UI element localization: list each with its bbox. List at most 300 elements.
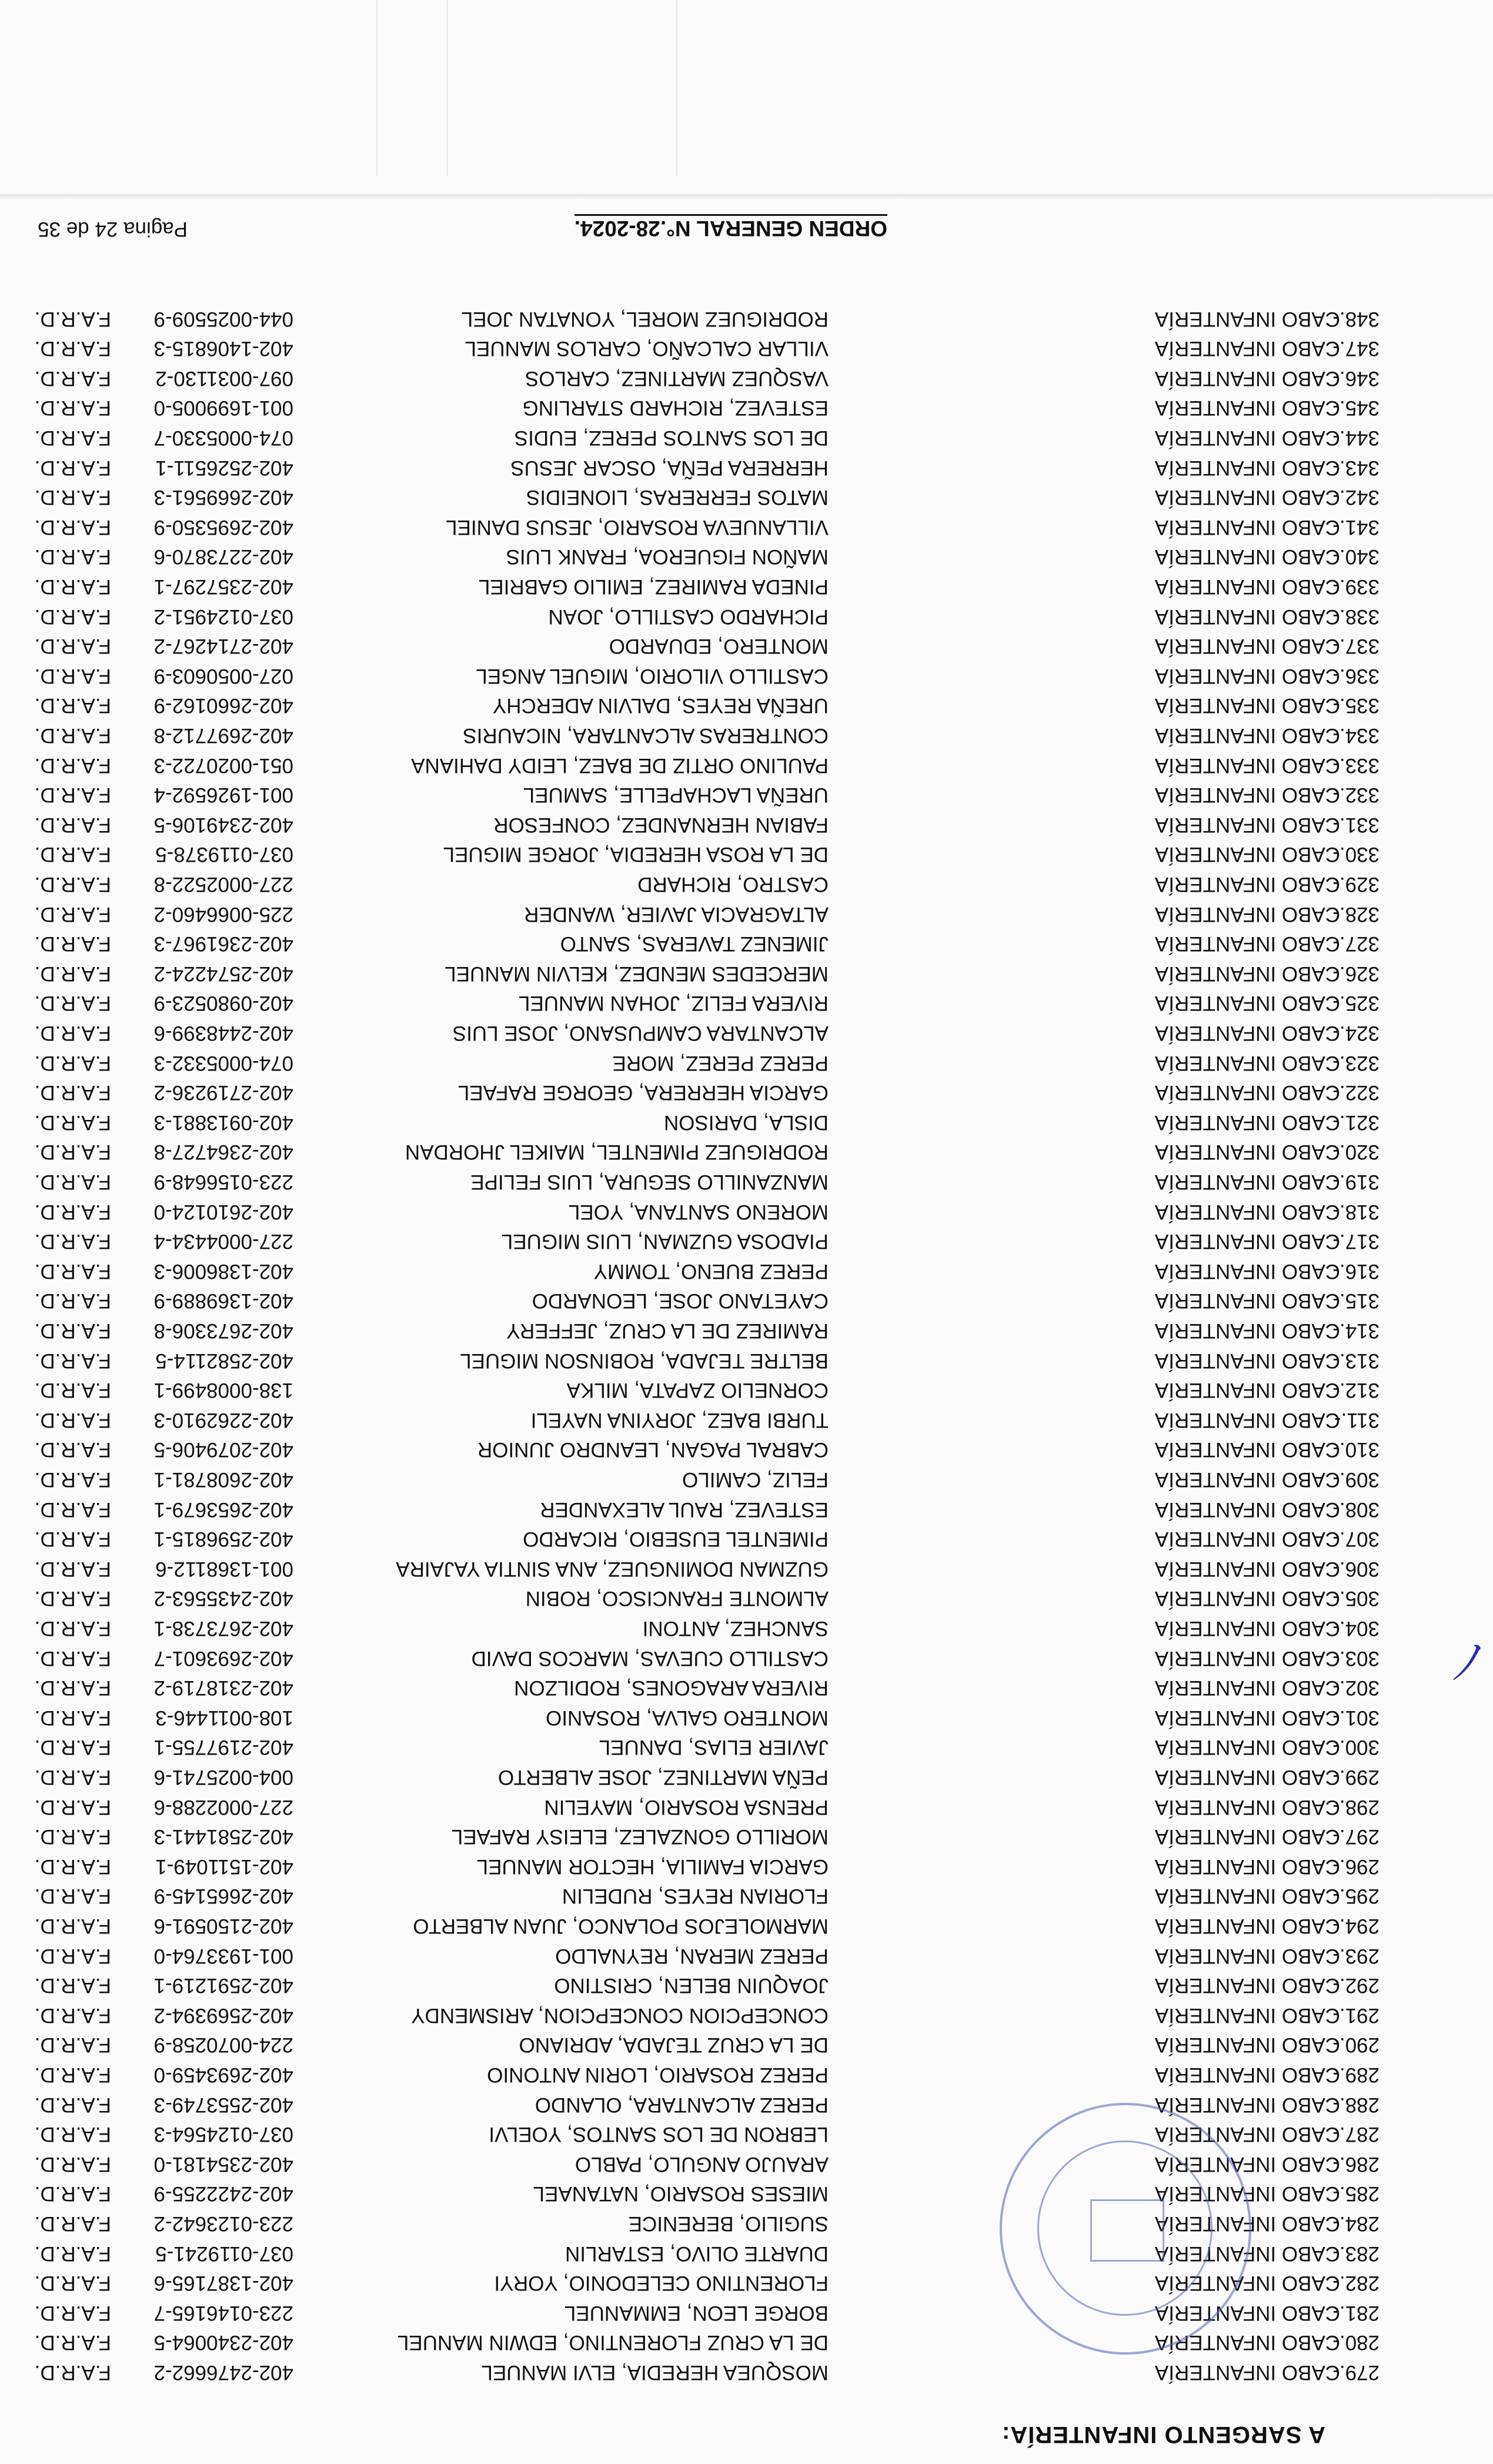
person-name: BELTRE TEJADA, ROBINSON MIGUEL [460,1349,829,1372]
item-number: 335.- [1332,694,1380,718]
unit-label: F.A.R.D. [34,1081,111,1105]
list-item [0,2029,1493,2060]
id-number: 402-2357297-1 [153,575,293,598]
list-item [0,1732,1493,1762]
person-name: CAYETANO JOSE, LEONARDO [532,1289,829,1313]
id-number: 402-2340064-5 [153,2331,293,2355]
item-number: 304.- [1332,1617,1380,1640]
unit-label: F.A.R.D. [34,813,111,836]
item-number: 307.- [1332,1528,1380,1551]
id-number: 037-0119378-5 [155,843,293,866]
item-number: 287.- [1332,2123,1380,2146]
id-number: 402-1406815-3 [153,337,293,361]
rank-label: CABO INFANTERÍA [1154,1974,1340,1998]
item-number: 326.- [1332,962,1380,985]
person-name: GARCIA HERRERA, GEORGE RAFAEL [457,1081,829,1105]
list-item [0,2178,1493,2209]
unit-label: F.A.R.D. [34,2152,111,2176]
item-number: 282.- [1332,2272,1380,2295]
item-number: 281.- [1332,2301,1380,2325]
rank-label: CABO INFANTERÍA [1154,1022,1340,1045]
list-item [0,363,1493,394]
person-name: MIESES ROSARIO, NATANAEL [533,2182,829,2206]
rank-label: CABO INFANTERÍA [1154,1676,1340,1700]
list-item [0,1643,1493,1673]
rank-label: CABO INFANTERÍA [1154,2182,1340,2206]
list-item [0,482,1493,512]
list-item [0,750,1493,781]
rank-label: CABO INFANTERÍA [1154,1825,1340,1849]
id-number: 402-2435563-2 [153,1587,293,1611]
item-number: 343.- [1332,456,1380,479]
rank-label: CABO INFANTERÍA [1154,1379,1340,1402]
person-name: FLORENTINO CELEDONIO, YORYI [494,2272,829,2295]
rank-label: CABO INFANTERÍA [1154,1944,1340,1968]
unit-label: F.A.R.D. [34,515,111,539]
unit-label: F.A.R.D. [34,1795,111,1819]
person-name: VILLAR CALCAÑO, CARLOS MANUEL [465,337,829,361]
unit-label: F.A.R.D. [34,1230,111,1253]
rank-label: CABO INFANTERÍA [1154,1468,1340,1491]
person-name: MERCEDES MENDEZ, KELVIN MANUEL [445,962,829,985]
list-item [0,601,1493,632]
unit-label: F.A.R.D. [34,1438,111,1462]
rank-label: CABO INFANTERÍA [1154,635,1340,658]
item-number: 330.- [1332,843,1380,866]
id-number: 225-0066460-2 [153,902,293,926]
rank-label: CABO INFANTERÍA [1154,605,1340,628]
rank-label: CABO INFANTERÍA [1154,1706,1340,1729]
id-number: 037-0119241-5 [155,2242,293,2265]
rank-label: CABO INFANTERÍA [1154,1766,1340,1789]
rank-label: CABO INFANTERÍA [1154,813,1340,836]
person-name: CASTILLO VILORIO, MIGUEL ANGEL [476,664,829,688]
id-number: 402-2669561-3 [153,486,293,509]
rank-label: CABO INFANTERÍA [1154,724,1340,747]
list-item [0,661,1493,691]
unit-label: F.A.R.D. [34,2272,111,2295]
unit-label: F.A.R.D. [34,1259,111,1283]
person-name: ESTEVEZ, RAUL ALEXANDER [540,1498,829,1521]
id-number: 402-2526511-1 [155,456,293,479]
unit-label: F.A.R.D. [34,1646,111,1670]
person-name: MONTERO, EDUARDO [609,635,829,658]
item-number: 314.- [1332,1319,1380,1342]
rank-label: CABO INFANTERÍA [1154,1438,1340,1462]
person-name: CABRAL PAGAN, LEANDRO JUNIOR [477,1438,829,1462]
list-item [0,1553,1493,1584]
rank-label: CABO INFANTERÍA [1154,1498,1340,1521]
list-item [0,928,1493,959]
id-number: 402-2553749-3 [153,2093,293,2116]
unit-label: F.A.R.D. [34,396,111,420]
rank-label: CABO INFANTERÍA [1154,664,1340,688]
id-number: 402-2150591-6 [153,1915,293,1938]
id-number: 074-0005332-3 [153,1051,293,1075]
person-name: UREÑA LACHAPELLE, SAMUEL [523,783,829,807]
id-number: 402-2608781-1 [153,1468,293,1491]
item-number: 318.- [1332,1200,1380,1223]
unit-label: F.A.R.D. [34,1736,111,1759]
person-name: DE LA CRUZ TEJADA, ADRIANO [519,2033,829,2057]
id-number: 402-2665145-9 [153,1885,293,1908]
list-item [0,2119,1493,2149]
unit-label: F.A.R.D. [34,1617,111,1640]
rank-label: CABO INFANTERÍA [1154,2361,1340,2384]
id-number: 402-2660162-9 [153,694,293,718]
person-name: DUARTE OLIVO, ESTARLIN [565,2242,829,2265]
item-number: 306.- [1332,1557,1380,1581]
list-item [0,1523,1493,1554]
list-item [0,869,1493,899]
unit-label: F.A.R.D. [34,545,111,569]
unit-label: F.A.R.D. [34,2331,111,2355]
id-number: 402-2582114-5 [155,1349,293,1372]
person-name: PEREZ MERAN, REYNALDO [555,1944,829,1968]
person-name: DISLA, DARISON [663,1111,829,1134]
item-number: 303.- [1332,1646,1380,1670]
person-name: PINEDA RAMIREZ, EMILIO GABRIEL [478,575,829,598]
id-number: 402-2693459-0 [153,2063,293,2086]
rank-label: CABO INFANTERÍA [1154,1795,1340,1819]
list-item [0,422,1493,453]
unit-label: F.A.R.D. [34,2361,111,2384]
item-number: 339.- [1332,575,1380,598]
rank-label: CABO INFANTERÍA [1154,396,1340,420]
person-name: FABIAN HERNANDEZ, CONFESOR [493,813,829,836]
list-item [0,2208,1493,2239]
list-item [0,1702,1493,1733]
person-name: MANZANILLO SEGURA, LUIS FELIPE [470,1171,829,1193]
person-name: MONTERO GALVA, ROSANIO [546,1706,829,1729]
list-item [0,899,1493,929]
person-name: DE LA CRUZ FLORENTINO, EDWIN MANUEL [397,2331,829,2355]
item-number: 299.- [1332,1766,1380,1789]
item-number: 332.- [1332,783,1380,807]
unit-label: F.A.R.D. [34,1766,111,1789]
unit-label: F.A.R.D. [34,337,111,361]
person-name: GUZMAN DOMINGUEZ, ANA SINTIA YAJAIRA [396,1557,829,1581]
item-number: 311.- [1334,1408,1380,1432]
item-number: 315.- [1332,1289,1380,1313]
list-item [0,1315,1493,1346]
person-name: PIADOSA GUZMAN, LUIS MIGUEL [501,1230,829,1253]
unit-label: F.A.R.D. [34,2242,111,2265]
unit-label: F.A.R.D. [34,635,111,658]
list-item [0,720,1493,751]
person-name: VASQUEZ MARTINEZ, CARLOS [525,366,829,390]
id-number: 223-0156648-9 [153,1171,293,1193]
rank-label: CABO INFANTERÍA [1154,1319,1340,1342]
person-name: DE LA ROSA HEREDIA, JORGE MIGUEL [443,843,829,866]
official-seal [1000,2103,1251,2355]
person-name: PIMENTEL EUSEBIO, RICARDO [523,1528,829,1551]
person-name: PEREZ ALCANTARA, OLANDO [535,2093,829,2116]
item-number: 342.- [1332,486,1380,509]
item-number: 322.- [1332,1081,1380,1105]
id-number: 402-2673738-1 [153,1617,293,1640]
id-number: 402-2476662-2 [153,2361,293,2384]
unit-label: F.A.R.D. [34,873,111,896]
item-number: 341.- [1332,515,1380,539]
id-number: 402-0913881-3 [153,1111,293,1134]
list-item [0,1792,1493,1822]
id-number: 402-2697712-8 [153,724,293,747]
id-number: 402-2354181-0 [153,2152,293,2176]
person-name: RODRIGUEZ MOREL, YONATAN JOEL [461,307,829,331]
item-number: 290.- [1332,2033,1380,2057]
unit-label: F.A.R.D. [34,1171,111,1193]
person-name: JAVIER ELIAS, DANUEL [599,1736,829,1759]
unit-label: F.A.R.D. [34,486,111,509]
list-item [0,1048,1493,1078]
item-number: 298.- [1332,1795,1380,1819]
id-number: 051-0020722-3 [153,753,293,777]
item-number: 286.- [1332,2152,1380,2176]
list-item [0,1880,1493,1911]
list-item [0,1405,1493,1435]
unit-label: F.A.R.D. [34,366,111,390]
item-number: 344.- [1332,426,1380,449]
unit-label: F.A.R.D. [34,575,111,598]
rank-label: CABO INFANTERÍA [1154,2063,1340,2086]
rank-label: CABO INFANTERÍA [1154,992,1340,1015]
id-number: 227-0004434-4 [153,1230,293,1253]
item-number: 293.- [1332,1944,1380,1968]
list-item [0,2357,1493,2388]
person-name: HERRERA PEÑA, OSCAR JESUS [510,456,829,479]
list-item [0,631,1493,661]
unit-label: F.A.R.D. [34,724,111,747]
list-item [0,571,1493,602]
list-item [0,1226,1493,1256]
unit-label: F.A.R.D. [34,605,111,628]
list-item [0,512,1493,542]
id-number: 402-2273870-6 [153,545,293,569]
person-name: MORENO SANTANA, YOEL [568,1200,829,1223]
id-number: 138-0008499-1 [153,1379,293,1402]
id-number: 074-0005330-7 [153,426,293,449]
rank-label: CABO INFANTERÍA [1154,1171,1340,1193]
id-number: 402-2569394-2 [153,2003,293,2027]
list-item [0,779,1493,810]
item-number: 297.- [1332,1825,1380,1849]
id-number: 402-2364727-8 [153,1141,293,1164]
person-name: PRENSA ROSARIO, MAYELIN [544,1795,829,1819]
list-item [0,1345,1493,1376]
unit-label: F.A.R.D. [34,1944,111,1968]
person-name: ALMONTE FRANCISCO, ROBIN [525,1587,829,1611]
item-number: 301.- [1332,1706,1380,1729]
rank-label: CABO INFANTERÍA [1154,2033,1340,2057]
rank-label: CABO INFANTERÍA [1154,843,1340,866]
person-name: ALTAGRACIA JAVIER, WANDER [524,902,829,926]
id-number: 108-0011446-3 [155,1706,293,1729]
item-number: 348.- [1332,307,1380,331]
id-number: 402-2714267-2 [153,635,293,658]
list-item [0,988,1493,1018]
rank-label: CABO INFANTERÍA [1154,426,1340,449]
unit-label: F.A.R.D. [34,664,111,688]
unit-label: F.A.R.D. [34,1022,111,1045]
item-number: 316.- [1332,1259,1380,1283]
id-number: 001-1926592-4 [153,783,293,807]
person-name: CASTRO, RICHARD [637,873,829,896]
person-name: MAÑON FIGUEROA, FRANK LUIS [506,545,829,569]
person-name: PEÑA MARTINEZ, JOSE ALBERTO [497,1766,829,1789]
item-number: 346.- [1332,366,1380,390]
order-title: ORDEN GENERAL N°.28-2024. [575,214,887,241]
rank-label: CABO INFANTERÍA [1154,1587,1340,1611]
unit-label: F.A.R.D. [34,843,111,866]
id-number: 402-2079406-5 [153,1438,293,1462]
list-item [0,1821,1493,1852]
rank-label: CABO INFANTERÍA [1154,753,1340,777]
rank-label: CABO INFANTERÍA [1154,962,1340,985]
id-number: 402-1369889-9 [153,1289,293,1313]
unit-label: F.A.R.D. [34,1111,111,1134]
list-item [0,1762,1493,1792]
rank-label: CABO INFANTERÍA [1154,873,1340,896]
rank-label: CABO INFANTERÍA [1154,1111,1340,1134]
id-number: 402-2361967-3 [153,932,293,956]
list-item [0,2059,1493,2090]
list-item [0,304,1493,334]
person-name: MOSQUEA HEREDIA, ELVI MANUEL [481,2361,829,2384]
id-number: 037-0124564-3 [153,2123,293,2146]
rank-label: CABO INFANTERÍA [1154,1349,1340,1372]
id-number: 402-2349106-5 [153,813,293,836]
rank-label: CABO INFANTERÍA [1154,2123,1340,2146]
person-name: CONTRERAS ALCANTARA, NICAURIS [463,724,829,747]
item-number: 336.- [1332,664,1380,688]
item-number: 292.- [1332,1974,1380,1998]
item-number: 313.- [1332,1349,1380,1372]
unit-label: F.A.R.D. [34,456,111,479]
person-name: MARMOLEJOS POLANCO, JUAN ALBERTO [413,1915,829,1938]
item-number: 325.- [1332,992,1380,1015]
id-number: 402-2574224-2 [153,962,293,985]
id-number: 001-1933764-0 [153,1944,293,1968]
person-name: FELIZ, CAMILO [682,1468,829,1491]
unit-label: F.A.R.D. [34,2003,111,2027]
unit-label: F.A.R.D. [34,307,111,331]
rank-label: CABO INFANTERÍA [1154,2301,1340,2325]
item-number: 296.- [1332,1855,1380,1878]
id-number: 223-0123642-2 [153,2212,293,2235]
rank-label: CABO INFANTERÍA [1154,783,1340,807]
handwritten-mark: ﾉ [1452,1636,1476,1689]
unit-label: F.A.R.D. [34,1557,111,1581]
item-number: 295.- [1332,1885,1380,1908]
item-number: 312.- [1332,1379,1380,1402]
item-number: 305.- [1332,1587,1380,1611]
list-item [0,2000,1493,2030]
person-name: RAMIREZ DE LA CRUZ, JEFFERY [506,1319,829,1342]
id-number: 402-2581441-3 [153,1825,293,1849]
person-name: FLORIAN REYES, RUDELIN [562,1885,829,1908]
person-name: TURBI BAEZ, JORYINA NAYELI [530,1408,829,1432]
item-number: 294.- [1332,1915,1380,1938]
list-item [0,1583,1493,1613]
rank-label: CABO INFANTERÍA [1154,1855,1340,1878]
rank-label: CABO INFANTERÍA [1154,1051,1340,1075]
item-number: 323.- [1332,1051,1380,1075]
id-number: 402-2673306-8 [153,1319,293,1342]
person-name: VILLANUEVA ROSARIO, JESUS DANIEL [446,515,829,539]
id-number: 402-2610124-0 [153,1200,293,1223]
unit-label: F.A.R.D. [34,2301,111,2325]
unit-label: F.A.R.D. [34,902,111,926]
person-name: JIMENEZ TAVERAS, SANTO [560,932,829,956]
item-number: 345.- [1332,396,1380,420]
rank-label: CABO INFANTERÍA [1154,1230,1340,1253]
rank-label: CABO INFANTERÍA [1154,1646,1340,1670]
item-number: 331.- [1332,813,1380,836]
list-item [0,1018,1493,1048]
person-name: RIVERA ARAGONES, RODILZON [514,1676,829,1700]
unit-label: F.A.R.D. [34,1468,111,1491]
unit-label: F.A.R.D. [34,1379,111,1402]
id-number: 037-0124951-2 [153,605,293,628]
person-name: BORGE LEON, EMMANUEL [564,2301,829,2325]
rank-label: CABO INFANTERÍA [1154,1408,1340,1432]
rank-label: CABO INFANTERÍA [1154,456,1340,479]
unit-label: F.A.R.D. [34,992,111,1015]
id-number: 402-2422255-9 [153,2182,293,2206]
rank-label: CABO INFANTERÍA [1154,1289,1340,1313]
id-number: 027-0050603-9 [153,664,293,688]
item-number: 324.- [1332,1022,1380,1045]
unit-label: F.A.R.D. [34,962,111,985]
list-item [0,1851,1493,1882]
unit-label: F.A.R.D. [34,1141,111,1164]
person-name: SUGILIO, BERENICE [628,2212,829,2235]
list-item [0,1970,1493,2000]
page-footer [0,194,1493,241]
item-number: 319.- [1332,1171,1380,1193]
list-item [0,690,1493,721]
item-number: 327.- [1332,932,1380,956]
section-title: A SARGENTO INFANTERÍA: [1001,2422,1325,2448]
rank-label: CABO INFANTERÍA [1154,2003,1340,2027]
rank-label: CABO INFANTERÍA [1154,337,1340,361]
rank-label: CABO INFANTERÍA [1154,1915,1340,1938]
list-item [0,1107,1493,1138]
item-number: 317.- [1332,1230,1380,1253]
list-item [0,1940,1493,1971]
rank-label: CABO INFANTERÍA [1154,2152,1340,2176]
item-number: 283.- [1332,2242,1380,2265]
person-name: MATOS FERRERAS, LIONEIDIS [526,486,829,509]
list-item [0,2298,1493,2328]
list-item [0,1464,1493,1495]
list-item [0,958,1493,989]
person-name: ARAUJO ANGULO, PABLO [575,2152,829,2176]
rank-label: CABO INFANTERÍA [1154,307,1340,331]
seal-emblem [1090,2199,1164,2262]
unit-label: F.A.R.D. [34,932,111,956]
rank-label: CABO INFANTERÍA [1154,486,1340,509]
rank-label: CABO INFANTERÍA [1154,2212,1340,2235]
list-item [0,1077,1493,1108]
rank-label: CABO INFANTERÍA [1154,2242,1340,2265]
rank-label: CABO INFANTERÍA [1154,515,1340,539]
unit-label: F.A.R.D. [34,2212,111,2235]
id-number: 402-1386006-3 [153,1259,293,1283]
person-name: CORNELIO ZAPATA, MILKA [566,1379,829,1402]
list-item [0,1256,1493,1286]
